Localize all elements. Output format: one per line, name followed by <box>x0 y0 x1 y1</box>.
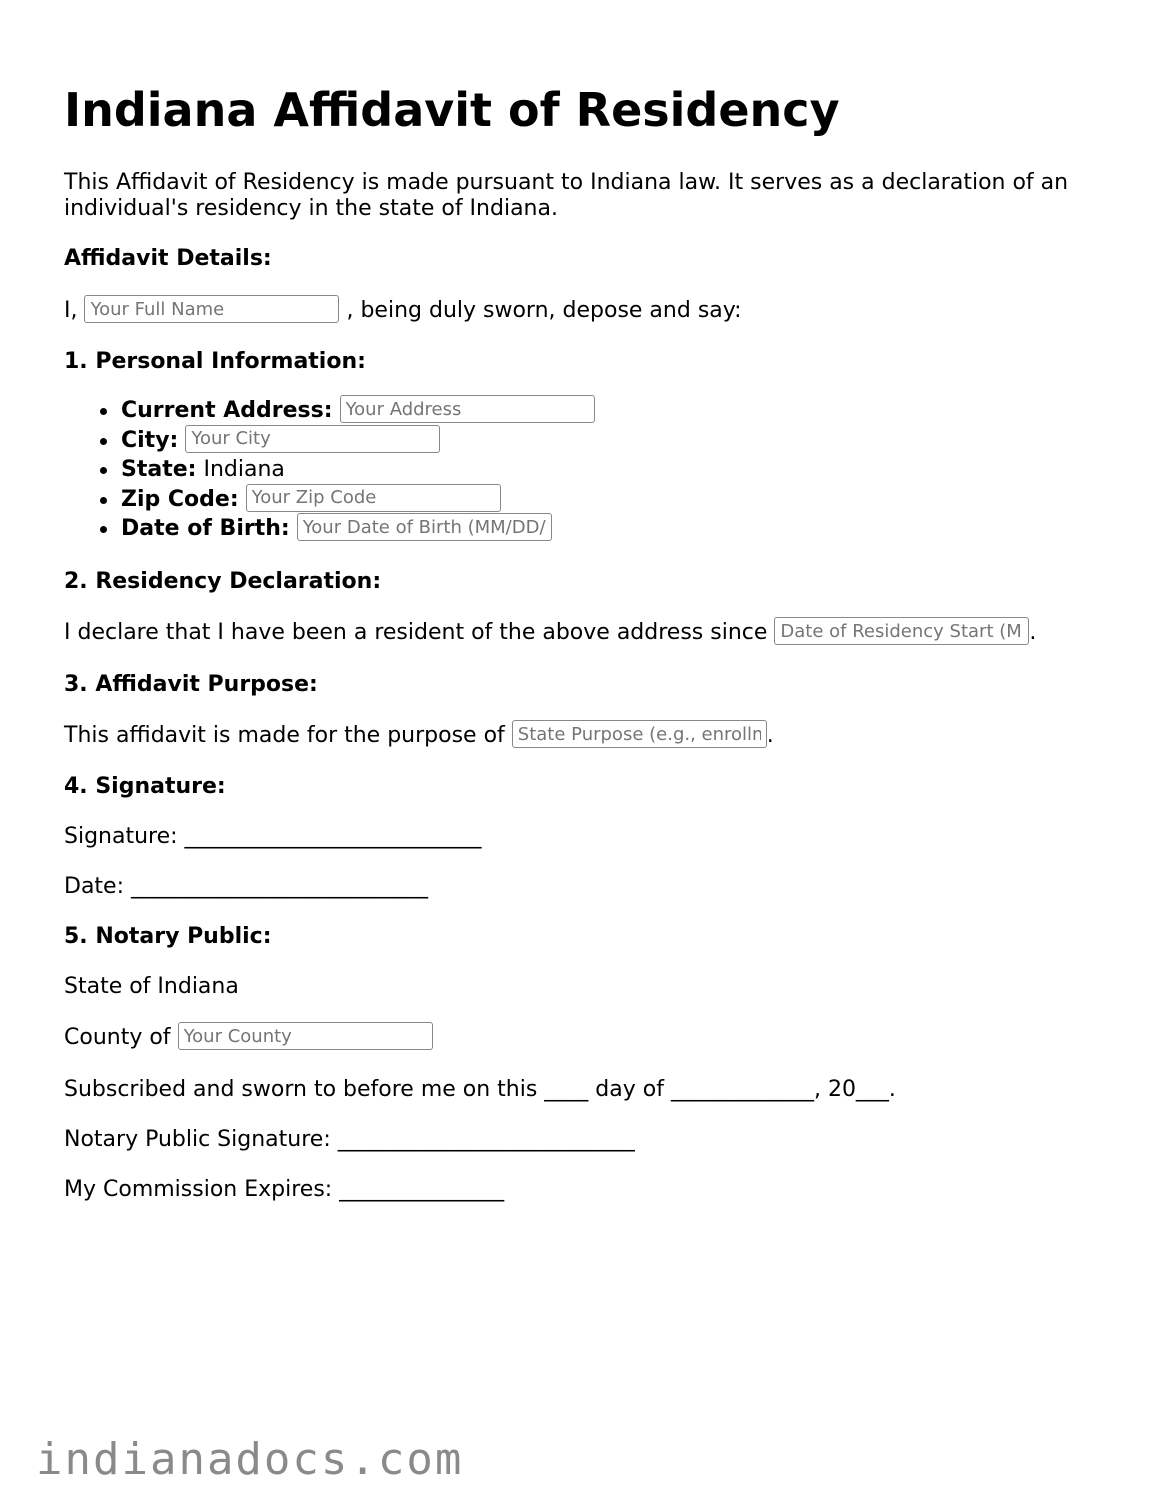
zip-code-input[interactable] <box>246 484 501 512</box>
list-item-address <box>64 396 595 426</box>
county-input[interactable] <box>178 1022 433 1050</box>
date-line: Date: ___________________________ <box>64 874 428 899</box>
city-input[interactable] <box>185 425 440 453</box>
address-input[interactable] <box>340 395 595 423</box>
purpose-heading: 3. Affidavit Purpose: <box>64 672 318 697</box>
city-label: City: <box>121 427 179 453</box>
full-name-input[interactable] <box>84 295 339 323</box>
address-label: Current Address: <box>121 398 333 423</box>
date-of-birth-input[interactable] <box>297 513 552 541</box>
dob-label: Date of Birth: <box>121 516 290 541</box>
oath-suffix: , being duly sworn, depose and say: <box>346 298 742 323</box>
notary-state-line: State of Indiana <box>64 974 239 999</box>
signature-line: Signature: ___________________________ <box>64 824 482 849</box>
residency-period: . <box>1029 620 1037 645</box>
commission-line: My Commission Expires: _______________ <box>64 1177 505 1202</box>
purpose-period: . <box>766 723 774 748</box>
state-value: Indiana <box>203 457 285 482</box>
details-heading: Affidavit Details: <box>64 246 272 271</box>
intro-paragraph: This Affidavit of Residency is made pursuant to Indiana law. It serves as a declaration of an individual's residency in the state of Indiana. <box>64 170 1069 221</box>
oath-line <box>64 297 742 325</box>
list-item-city <box>64 426 595 456</box>
watermark: indianadocs.com <box>36 1434 464 1485</box>
personal-info-heading: 1. Personal Information: <box>64 349 366 374</box>
list-item-dob <box>64 514 595 544</box>
sworn-line: Subscribed and sworn to before me on this ____ day of _____________, 20___. <box>64 1077 896 1102</box>
list-item-zip <box>64 485 595 515</box>
notary-signature-line: Notary Public Signature: ___________________________ <box>64 1127 635 1152</box>
purpose-line <box>64 722 774 750</box>
residency-line <box>64 619 1036 647</box>
state-label: State: <box>121 457 197 482</box>
county-line <box>64 1024 433 1052</box>
signature-heading: 4. Signature: <box>64 774 226 799</box>
list-item-state <box>64 455 595 485</box>
residency-text: I declare that I have been a resident of the above address since <box>64 620 768 645</box>
page-title: Indiana Affidavit of Residency <box>64 83 840 137</box>
purpose-text: This affidavit is made for the purpose of <box>64 723 505 748</box>
county-label: County of <box>64 1025 171 1050</box>
oath-prefix: I, <box>64 298 78 323</box>
notary-heading: 5. Notary Public: <box>64 924 272 949</box>
residency-heading: 2. Residency Declaration: <box>64 569 382 594</box>
personal-info-list <box>64 396 595 544</box>
purpose-input[interactable] <box>512 720 767 748</box>
zip-label: Zip Code: <box>121 486 239 512</box>
residency-start-input[interactable] <box>774 617 1029 645</box>
